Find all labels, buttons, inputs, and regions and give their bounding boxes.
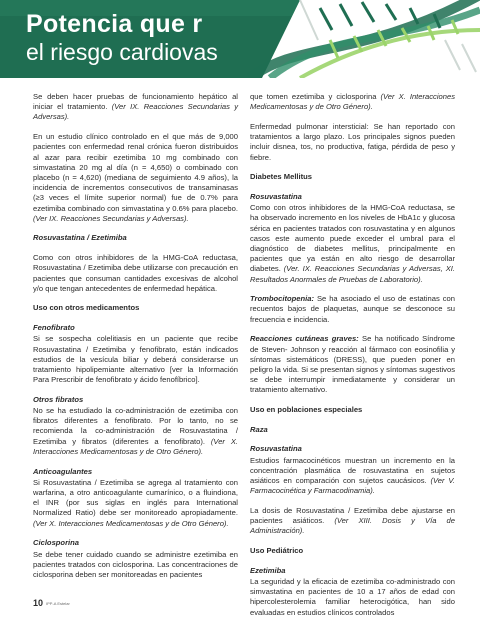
- body-paragraph: [250, 577, 455, 618]
- text-run: Se ha notificado Síndrome de Steven- Johnson y reacción al fármaco con eosinofilia y síntomas sistemáticos (DRESS), que pueden poner en peligro la vida. Si se presentan signos y síntomas sugestivos se debe interrumpir inmediatamente y considerar un tratamiento alternativo.: [250, 334, 455, 395]
- text-run: Estudios farmacocinéticos muestran un incremento en la concentración plasmática de rosuvastatina en sujetos asiáticos en comparación con sujetos caucásicos.: [250, 455, 455, 486]
- cross-reference: (Ver IX. Reacciones Secundarias y Adversas).: [33, 213, 189, 223]
- header-banner: [0, 0, 480, 78]
- section-heading: Rosuvastatina: [250, 444, 302, 454]
- left-column: [33, 92, 238, 590]
- inline-term: Reacciones cutáneas graves:: [250, 334, 359, 344]
- body-paragraph: [33, 406, 238, 457]
- text-run: que tomen ezetimiba y ciclosporina: [250, 92, 381, 101]
- body-paragraph: [33, 478, 238, 529]
- body-paragraph: [33, 550, 238, 581]
- text-run: Como con otros inhibidores de la HMG-CoA reductasa, se ha observado incremento en los niveles de HbA1c y glucosa sérica en pacientes tratados con rosuvastatina y en algunos casos este aumento puede exceder el umbral para el diagnóstico de diabetes mellitus, principalmente en pacientes que ya están en alto riesgo de desarrollar diabetes.: [250, 203, 455, 274]
- section-heading: Uso en poblaciones especiales: [250, 405, 363, 415]
- body-paragraph: [250, 456, 455, 497]
- body-paragraph: [250, 334, 455, 395]
- body-paragraph: [250, 122, 455, 163]
- text-run: No se ha estudiado la co-administración de ezetimiba con fibratos diferentes a fenofibrato. Por lo tanto, no se recomienda la co-administración de Rosuvastatina / Ezetimiba y fibratos (diferentes a fenofibrato).: [33, 406, 238, 446]
- section-heading: Otros fibratos: [33, 394, 84, 404]
- section-heading: Rosuvastatina / Ezetimiba: [33, 233, 127, 243]
- section-heading: Rosuvastatina: [250, 191, 302, 201]
- cross-reference: (Ver X. Interacciones Medicamentosas y de Otro Género).: [33, 436, 238, 456]
- page-number: 10: [33, 598, 44, 608]
- section-heading: Ezetimiba: [250, 565, 286, 575]
- text-run: Como con otros inhibidores de la HMG-CoA reductasa, Rosuvastatina / Ezetimiba debe utilizarse con precaución en pacientes que consuman cantidades excesivas de alcohol y/o que tengan antecedentes de enfermedad hepática.: [33, 253, 238, 293]
- section-heading: Uso con otros medicamentos: [33, 303, 140, 313]
- body-paragraph: [250, 294, 455, 325]
- cross-reference: (Ver X. Interacciones Medicamentosas y de Otro Género).: [33, 518, 229, 528]
- inline-term: Trombocitopenia:: [250, 294, 314, 304]
- text-run: Si Rosuvastatina / Ezetimiba se agrega al tratamiento con warfarina, a otro anticoagulante cumarínico, o a fluindiona, el INR (por sus siglas en inglés para International Normalized Ratio) debe ser monitoreado apropiadamente.: [33, 477, 238, 518]
- text-run: Si se sospecha colelitiasis en un paciente que recibe Rosuvastatina / Ezetimiba y fenofibrato, están indicados estudios de la vesícula biliar y deberá considerarse un tratamiento hipolipemiante alternativo [ver la Información Para Prescribir de fenofibrato y ácido fenofíbrico].: [33, 334, 238, 385]
- section-heading: Fenofibrato: [33, 323, 75, 333]
- section-heading: Ciclosporina: [33, 538, 79, 548]
- cross-reference: (Ver V. Farmacocinética y Farmacodinamia).: [250, 476, 455, 496]
- text-run: En un estudio clínico controlado en el que más de 9,000 pacientes con enfermedad renal crónica fueron distribuidos al azar para recibir ezetimiba 10 mg combinado con simvastatina 20 mg al día (n = 4,650) o combinado con placebo (n = 4,620) (mediana de seguimiento 4.9 años), la incidencia de incrementos consecutivos de transaminasas (≥3 veces el límite superior normal) fue de 0.7% para ezetimiba combinado con simvastatina y 0.6% para placebo.: [33, 132, 238, 213]
- text-run: La dosis de Rosuvastatina / Ezetimiba debe ajustarse en pacientes asiáticos.: [250, 506, 455, 526]
- page-title-line-2: el riesgo cardiovas: [26, 39, 218, 65]
- section-heading: Diabetes Mellitus: [250, 172, 313, 182]
- cross-reference: (Ver XIII. Dosis y Vía de Administración).: [250, 516, 455, 536]
- body-paragraph: [250, 506, 455, 537]
- text-run: Enfermedad pulmonar intersticial: Se han reportado con tratamientos a largo plazo. Los principales signos pueden incluir disnea, tos, no productiva, fatiga, pérdida de peso y fiebre.: [250, 121, 455, 162]
- body-paragraph: [33, 92, 238, 123]
- cross-reference: (Ver IX. Reacciones Secundarias y Adversas).: [33, 102, 238, 122]
- body-paragraph: [33, 253, 238, 294]
- body-paragraph: [250, 203, 455, 285]
- body-paragraph: [250, 92, 455, 112]
- page-title-line-1: Potencia que r: [26, 10, 203, 38]
- body-paragraph: [33, 132, 238, 224]
- section-heading: Uso Pediátrico: [250, 546, 304, 556]
- text-run: Se ha asociado el uso de estatinas con recuentos bajos de plaquetas, aunque se desconoce su frecuencia e incidencia.: [250, 294, 455, 324]
- text-run: Se debe tener cuidado cuando se administre ezetimiba en pacientes tratados con ciclosporina. Las concentraciones de ciclosporina deben ser monitoreadas en pacientes: [33, 549, 238, 579]
- text-run: Se deben hacer pruebas de funcionamiento hepático al iniciar el tratamiento.: [33, 92, 238, 112]
- section-heading: Anticoagulantes: [33, 466, 93, 476]
- cross-reference: (Ver. IX. Reacciones Secundarias y Adversas, XI. Resultados Anormales de Pruebas de Laboratorio).: [250, 264, 455, 284]
- right-column: [250, 92, 455, 627]
- footer-label: IPP-A Estelar: [46, 601, 70, 607]
- cross-reference: (Ver X. Interacciones Medicamentosas y de Otro Género).: [250, 92, 456, 112]
- page-footer: [33, 598, 70, 608]
- text-run: La seguridad y la eficacia de ezetimiba co-administrado con simvastatina en pacientes de 10 a 17 años de edad con hipercolesterolemia familiar heterocigótica, han sido evaluadas en estudios clínicos controlados: [250, 577, 455, 617]
- section-heading: Raza: [250, 424, 268, 434]
- body-paragraph: [33, 334, 238, 385]
